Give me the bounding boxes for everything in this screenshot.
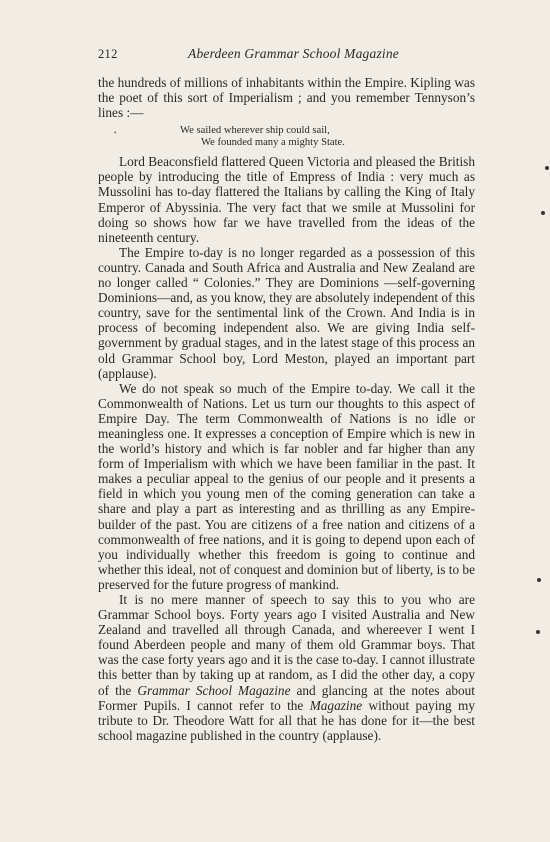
paragraph-2: Lord Beaconsfield flattered Queen Victoria and pleased the British people by introducing the title of Empress of India : very much as Mussolini has to-day flattered the Italians by calling the King of Italy Emperor of Abyssinia. The very fact that we smile at Mussolini for doing so shows how far we have travelled from the ideas of the nineteenth century. [98, 154, 475, 245]
verse-line-1: We sailed wherever ship could sail, [180, 125, 330, 137]
paragraph-5-text-a: It is no mere manner of speech to say this to you who are Grammar School boys. Forty years ago I visited Australia and New Zealand and travelled all through Canada, and whereever I went I found Aberdeen people and many of them old Grammar boys. That was the case forty years ago and it is the case to-day. I cannot illustrate this better than by taking up at random, as I did the other day, a copy of the [98, 592, 475, 698]
page-header [98, 47, 473, 63]
stray-mark: • [114, 129, 117, 137]
magazine-title-italic: Grammar School Magazine [137, 682, 291, 698]
margin-dot [536, 630, 540, 634]
running-title: Aberdeen Grammar School Magazine [188, 46, 399, 61]
verse-line-2: We founded many a mighty State. [201, 137, 345, 149]
verse-quotation [180, 125, 475, 149]
margin-dot [537, 578, 541, 582]
article-body [98, 75, 475, 743]
page-number: 212 [98, 47, 118, 61]
magazine-word-italic: Magazine [309, 697, 363, 713]
paragraph-5-text-b: and glancing at the notes about Former Pupils. I cannot refer to the [98, 682, 476, 713]
paragraph-5-text-c: without paying my tribute to Dr. Theodore Watt for all that he has done for it—the best school magazine published in the country (applause). [98, 697, 476, 743]
paragraph-1: the hundreds of millions of inhabitants within the Empire. Kipling was the poet of this sort of Imperialism ; and you remember Tennyson’s lines :— [98, 75, 475, 121]
paragraph-3: The Empire to-day is no longer regarded as a possession of this country. Canada and South Africa and Australia and New Zealand are no longer called “ Colonies.” They are Dominions —self-governing Dominions—and, as you know, they are absolutely independent of this country, save for the sentimental link of the Crown. And India is in process of becoming independent also. We are giving India self-government by gradual stages, and in the latest stage of this process an old Grammar School boy, Lord Meston, played an important part (applause). [98, 244, 475, 381]
margin-dot [541, 211, 545, 215]
margin-dot [545, 166, 549, 170]
paragraph-5 [98, 592, 475, 743]
paragraph-4: We do not speak so much of the Empire to-day. We call it the Commonwealth of Nations. Let us turn our thoughts to this aspect of Empire Day. The term Commonwealth of Nations is no idle or meaningless one. It expresses a conception of Empire which is new in the world’s history and which is far nobler and far higher than any form of Imperialism with which we have been familiar in the past. It makes a peculiar appeal to the genius of our people and it presents a field in which you young men of the coming generation can take a share and play a part as interesting and as thrilling as any Empire-builder of the past. You are citizens of a free nation and citizens of a commonwealth of free nations, and it is going to depend upon each of you individually whether this freedom is going to continue and whether this ideal, not of conquest and dominion but of liberty, is to be preserved for the future progress of mankind. [98, 380, 475, 592]
